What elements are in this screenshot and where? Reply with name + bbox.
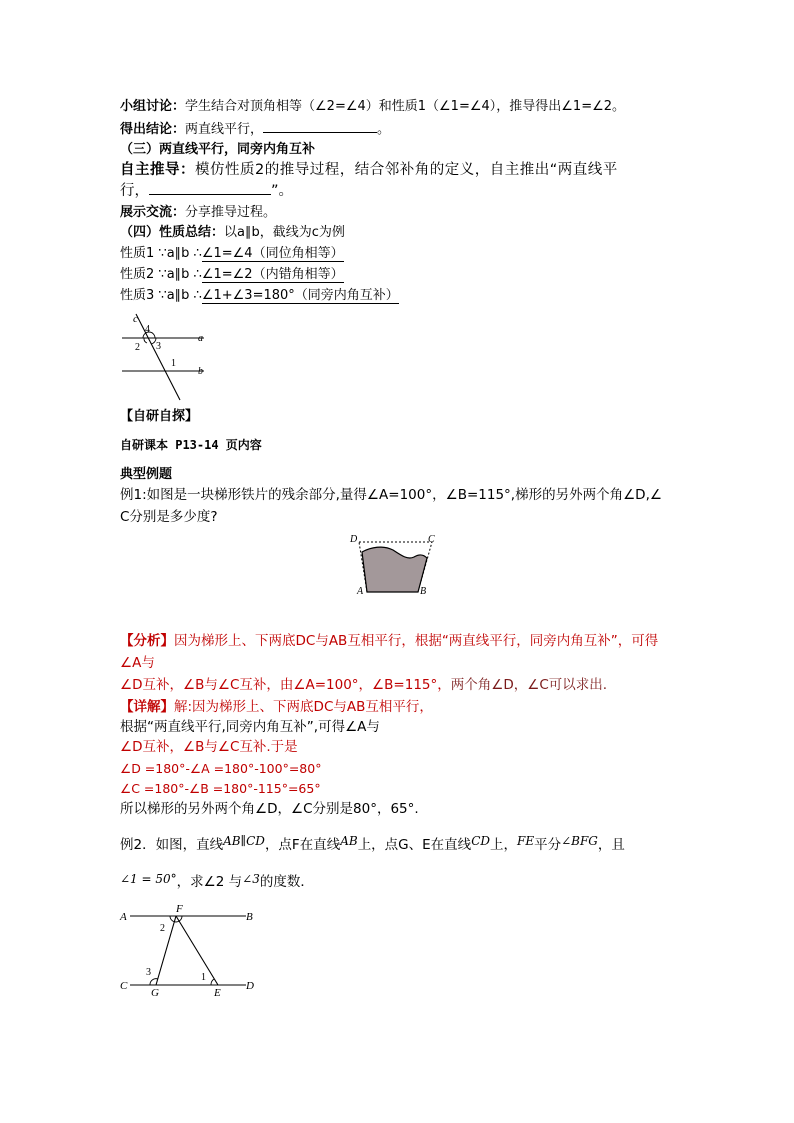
label-F: F bbox=[176, 903, 183, 915]
conclusion-label: 得出结论： bbox=[120, 122, 186, 137]
example2-figure bbox=[116, 900, 266, 996]
self-study-subtitle: 自研课本 P13-14 页内容 bbox=[120, 438, 262, 452]
example2-text: 例2．如图，直线 bbox=[120, 837, 224, 853]
example2-text: ，求∠2 与 bbox=[176, 874, 243, 890]
math-FE: FE bbox=[517, 834, 535, 848]
example2-line1 bbox=[120, 830, 625, 856]
label-B: B bbox=[246, 911, 253, 923]
example1-line2: C分别是多少度? bbox=[120, 509, 218, 525]
label-D: D bbox=[246, 980, 254, 992]
label-B: B bbox=[420, 586, 427, 597]
label-C: C bbox=[120, 980, 128, 992]
label-1: 1 bbox=[171, 358, 176, 369]
trapezoid-figure bbox=[346, 530, 446, 598]
discussion-label: 小组讨论： bbox=[120, 99, 186, 114]
line-c bbox=[136, 314, 180, 400]
label-a: a bbox=[198, 333, 203, 344]
label-4: 4 bbox=[145, 324, 150, 335]
self-derive-line1 bbox=[120, 161, 618, 179]
label-A: A bbox=[120, 911, 127, 923]
math-AB-parallel-CD: AB∥CD bbox=[223, 834, 265, 848]
section4-line bbox=[120, 224, 345, 242]
label-D: D bbox=[350, 534, 358, 545]
answer-blank[interactable] bbox=[149, 182, 271, 195]
discussion-text: 学生结合对顶角相等（∠2=∠4）和性质1（∠1=∠4），推导得出∠1=∠2。 bbox=[185, 99, 626, 114]
analysis-line2: ∠A与 bbox=[120, 655, 155, 671]
typical-title: 典型例题 bbox=[120, 467, 173, 482]
property-1 bbox=[120, 245, 344, 263]
self-derive-line2-text: 行， bbox=[120, 183, 149, 199]
label-G: G bbox=[151, 987, 159, 996]
label-E: E bbox=[214, 987, 221, 996]
example2-text: 的度数． bbox=[259, 874, 314, 890]
analysis-tag: 【分析】 bbox=[120, 633, 174, 649]
discussion-line bbox=[120, 98, 625, 116]
solution-line5: ∠C =180°-∠B =180°-115°=65° bbox=[120, 781, 321, 796]
section3-title: （三）两直线平行，同旁内角互补 bbox=[120, 142, 316, 157]
self-derive-line2-end: ”。 bbox=[271, 183, 294, 199]
share-text: 分享推导过程。 bbox=[185, 205, 277, 220]
analysis-line3 bbox=[120, 676, 607, 694]
example1-line1: 例1:如图是一块梯形铁片的残余部分,量得∠A=100°，∠B=115°,梯形的另外两个角∠D,∠ bbox=[120, 487, 662, 503]
conclusion-line bbox=[120, 120, 390, 139]
share-line bbox=[120, 204, 276, 222]
solution-text: 解:因为梯形上、下两底DC与AB互相平行， bbox=[174, 699, 433, 715]
solution-line4: ∠D =180°-∠A =180°-100°=80° bbox=[120, 761, 322, 776]
property-cond: ∵a∥b ∴ bbox=[158, 246, 202, 261]
property-cond: ∵a∥b ∴ bbox=[158, 288, 202, 303]
self-derive-text: 模仿性质2的推导过程，结合邻补角的定义，自主推出“两直线平 bbox=[195, 162, 618, 178]
analysis-text: 因为梯形上、下两底DC与AB互相平行，根据“两直线平行，同旁内角互补”，可得 bbox=[174, 633, 659, 649]
math-angle-BFG: ∠BFG bbox=[561, 834, 598, 848]
solution-line6: 所以梯形的另外两个角∠D，∠C分别是80°，65°. bbox=[120, 801, 419, 817]
angle-arc bbox=[211, 979, 214, 985]
example2-text: ，且 bbox=[597, 837, 625, 853]
section4-title: （四）性质总结： bbox=[120, 225, 225, 240]
property-result: ∠1+∠3=180°（同旁内角互补） bbox=[201, 288, 399, 303]
iron-piece bbox=[362, 547, 427, 592]
label-1: 1 bbox=[201, 972, 206, 983]
example2-text: 平分 bbox=[534, 837, 562, 853]
math-AB: AB bbox=[340, 834, 358, 848]
math-angle1: ∠1 = 50° bbox=[120, 872, 177, 886]
label-2: 2 bbox=[135, 342, 140, 353]
math-angle3: ∠3 bbox=[242, 872, 260, 886]
property-result: ∠1=∠4（同位角相等） bbox=[201, 246, 344, 261]
analysis-line3a: ∠D互补，∠B与∠C互补，由∠A=100°，∠B=115°， bbox=[120, 677, 451, 693]
self-study-title: 【自研自探】 bbox=[120, 409, 199, 424]
label-C: C bbox=[428, 534, 435, 545]
label-3: 3 bbox=[156, 341, 161, 352]
analysis-line3b: 两个角∠D，∠C可以求出. bbox=[450, 677, 608, 693]
label-b: b bbox=[198, 366, 203, 377]
math-CD: CD bbox=[471, 834, 490, 848]
label-2: 2 bbox=[160, 923, 165, 934]
example2-text: 上， bbox=[490, 837, 517, 853]
example2-text: ，点F在直线 bbox=[264, 837, 341, 853]
section4-text: 以a∥b，截线为c为例 bbox=[224, 225, 345, 240]
property-3 bbox=[120, 287, 399, 305]
segment-FG bbox=[156, 916, 176, 985]
label-A: A bbox=[357, 586, 364, 597]
self-derive-line2 bbox=[120, 182, 293, 200]
answer-blank[interactable] bbox=[263, 120, 377, 133]
analysis-line1 bbox=[120, 632, 658, 650]
solution-line2: 根据“两直线平行,同旁内角互补”,可得∠A与 bbox=[120, 719, 380, 735]
label-3: 3 bbox=[146, 967, 151, 978]
angle-arc bbox=[144, 338, 147, 343]
property-name: 性质3 bbox=[120, 288, 155, 303]
label-c: c bbox=[133, 313, 138, 325]
property-name: 性质2 bbox=[120, 267, 155, 282]
property-cond: ∵a∥b ∴ bbox=[158, 267, 202, 282]
share-label: 展示交流： bbox=[120, 205, 186, 220]
property-result: ∠1=∠2（内错角相等） bbox=[201, 267, 344, 282]
property-name: 性质1 bbox=[120, 246, 155, 261]
self-derive-label: 自主推导： bbox=[120, 162, 195, 178]
example2-line2 bbox=[120, 868, 314, 893]
conclusion-text: 两直线平行， bbox=[185, 122, 264, 137]
solution-line1 bbox=[120, 698, 433, 716]
segment-FE bbox=[176, 916, 218, 985]
property-2 bbox=[120, 266, 344, 284]
solution-line3: ∠D互补，∠B与∠C互补.于是 bbox=[120, 739, 298, 755]
example2-text: 上，点G、E在直线 bbox=[357, 837, 472, 853]
solution-tag: 【详解】 bbox=[120, 699, 174, 715]
parallel-lines-figure bbox=[118, 308, 218, 403]
conclusion-end: 。 bbox=[377, 122, 391, 137]
